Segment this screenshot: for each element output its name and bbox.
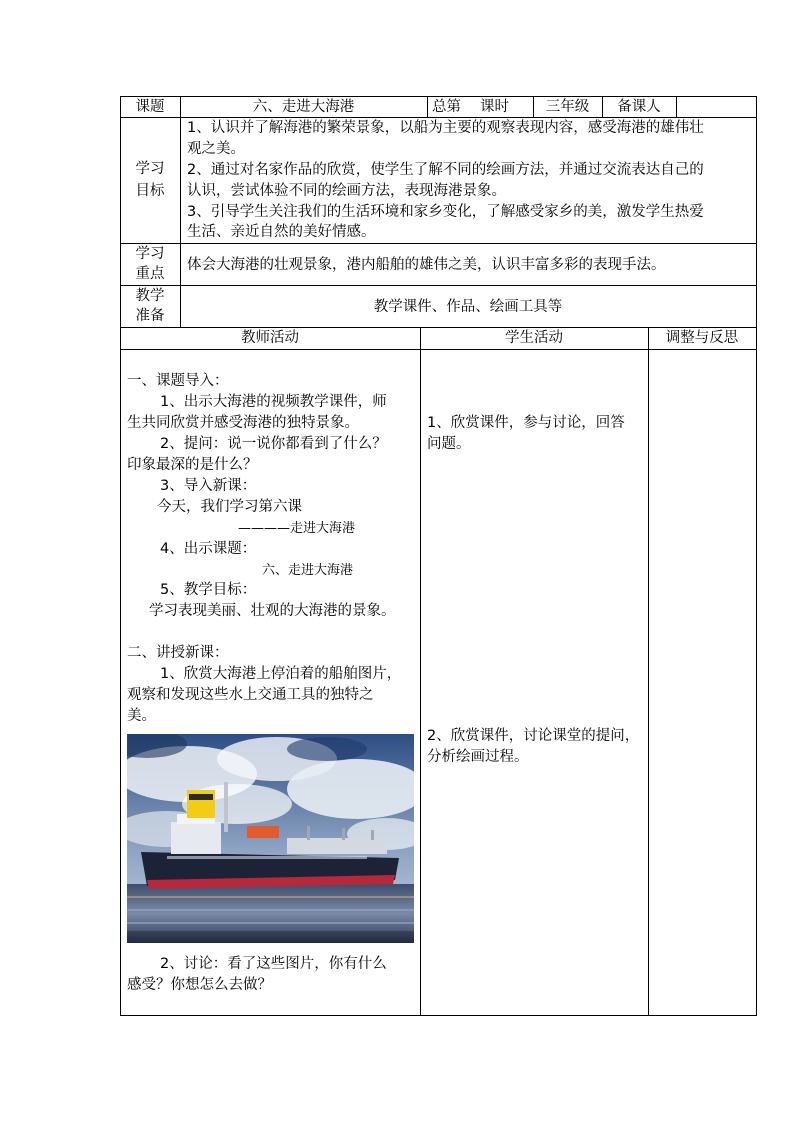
teacher-line: 5、教学目标： [160, 582, 257, 598]
preparation-text: 教学课件、作品、绘画工具等 [373, 299, 563, 315]
teacher-line: 2、讨论：看了这些图片，你有什么 [160, 956, 387, 972]
row-divider [120, 285, 757, 286]
goal-line: 认识，尝试体验不同的绘画方法，表现海港景象。 [187, 183, 506, 199]
student-column-header: 学生活动 [505, 330, 563, 346]
lesson-unit-label: 课时 [480, 99, 509, 115]
header-divider [427, 96, 428, 118]
goal-line: 3、引导学生关注我们的生活环境和家乡变化，了解感受家乡的美，激发学生热爱 [187, 204, 704, 220]
student-line: 分析绘画过程。 [427, 749, 529, 765]
teacher-line: 今天，我们学习第六课 [157, 499, 302, 515]
teacher-line: 学习表现美丽、壮观的大海港的景象。 [149, 603, 396, 619]
teacher-line: 1、出示大海港的视频教学课件，师 [160, 394, 387, 410]
header-divider [676, 96, 677, 118]
topic-value: 六、走进大海港 [252, 99, 355, 115]
row-divider [120, 349, 757, 350]
teacher-line: 生共同欣赏并感受海港的独特景象。 [127, 415, 359, 431]
table-border-left [120, 96, 121, 1016]
key-points-label: 重点 [135, 266, 165, 282]
goals-label: 学习 [135, 161, 165, 177]
ship-illustration [127, 734, 414, 943]
section-heading: 一、课题导入： [127, 373, 229, 389]
teacher-line: 六、走进大海港 [262, 563, 354, 578]
goal-line: 1、认识并了解海港的繁荣景象，以船为主要的观察表现内容，感受海港的雄伟壮 [187, 120, 704, 136]
label-column-divider [180, 96, 181, 328]
key-points-text: 体会大海港的壮观景象，港内船舶的雄伟之美，认识丰富多彩的表现手法。 [187, 257, 666, 273]
goal-line: 生活、亲近自然的美好情感。 [187, 224, 376, 240]
teacher-line: ————走进大海港 [238, 521, 356, 536]
teacher-line: 印象最深的是什么？ [127, 457, 258, 473]
teacher-line: 观察和发现这些水上交通工具的独特之 [127, 687, 374, 703]
teacher-column-header: 教师活动 [241, 330, 299, 346]
goal-line: 2、通过对名家作品的欣赏，使学生了解不同的绘画方法，并通过交流表达自己的 [187, 162, 704, 178]
section-heading: 二、讲授新课： [127, 645, 229, 661]
key-points-label: 学习 [135, 246, 165, 262]
teacher-line: 2、提问：说一说你都看到了什么？ [160, 436, 387, 452]
preparation-label: 教学 [135, 288, 165, 304]
reflection-column-header: 调整与反思 [665, 330, 739, 346]
grade-label: 三年级 [545, 99, 590, 115]
table-border-bottom [120, 1015, 757, 1016]
teacher-line: 感受？你想怎么去做？ [127, 977, 272, 993]
student-line: 问题。 [427, 436, 471, 452]
activity-column-divider [420, 327, 421, 1016]
topic-label: 课题 [135, 99, 165, 115]
teacher-line: 美。 [127, 708, 156, 724]
harbor-ship-photo [127, 734, 414, 943]
teacher-line: 3、导入新课： [160, 478, 257, 494]
student-line: 2、欣赏课件，讨论课堂的提问， [427, 728, 640, 744]
teacher-line: 4、出示课题： [160, 541, 257, 557]
goals-label: 目标 [135, 183, 165, 199]
goal-line: 观之美。 [187, 141, 245, 157]
preparation-label: 准备 [135, 308, 165, 324]
preparer-label: 备课人 [617, 99, 661, 115]
row-divider [120, 243, 757, 244]
activity-column-divider [648, 327, 649, 1016]
total-lesson-label: 总第 [432, 99, 461, 115]
table-border-right [756, 96, 757, 1016]
student-line: 1、欣赏课件，参与讨论，回答 [427, 415, 625, 431]
teacher-line: 1、欣赏大海港上停泊着的船舶图片， [160, 666, 402, 682]
